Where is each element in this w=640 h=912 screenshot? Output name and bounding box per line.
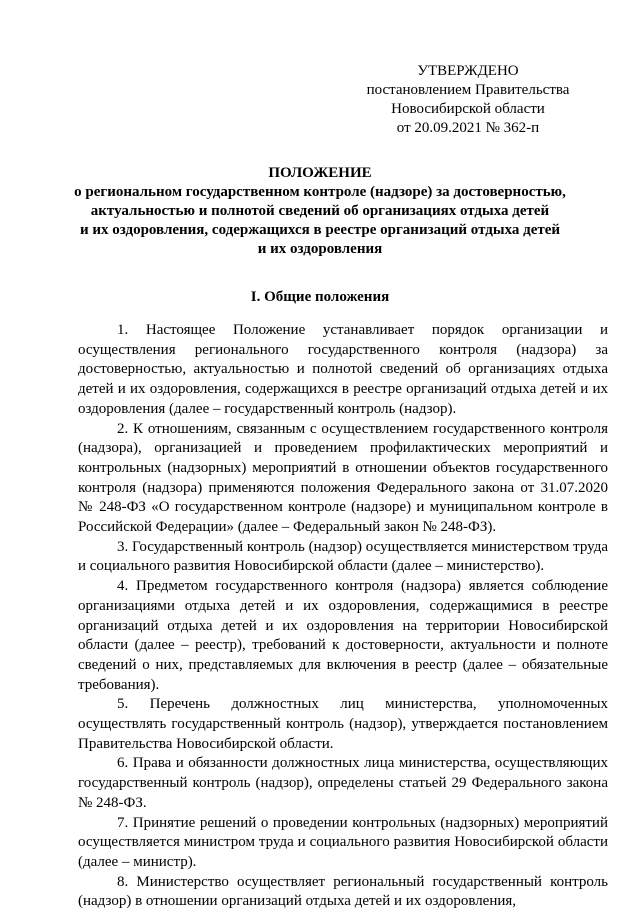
title-line: актуальностью и полнотой сведений об организациях отдыха детей xyxy=(90,203,550,219)
document-title xyxy=(40,164,600,259)
paragraph-6: 6. Права и обязанности должностных лица министерства, осуществляющих государственный контроль (надзор), определены статьей 29 Федерального закона № 248-ФЗ. xyxy=(78,755,608,811)
title-heading: ПОЛОЖЕНИЕ xyxy=(268,165,372,181)
paragraph-5: 5. Перечень должностных лиц министерства, уполномоченных осуществлять государственный контроль (надзор), утверждается постановлением Правительства Новосибирской области. xyxy=(78,696,608,752)
section-heading: I. Общие положения xyxy=(250,289,390,305)
paragraph-3: 3. Государственный контроль (надзор) осуществляется министерством труда и социального развития Новосибирской области (далее – министерство). xyxy=(78,538,608,575)
title-line: и их оздоровления xyxy=(257,241,383,257)
approval-line-region: Новосибирской области xyxy=(391,101,545,117)
paragraph-2: 2. К отношениям, связанным с осуществлением государственного контроля (надзора), организацией и проведением профилактических мероприятий и контрольных (надзорных) мероприятий в отношении объектов государственного контроля (надзора) применяются положения Федерального закона от 31.07.2020 № 248-ФЗ «О государственном контроле (надзоре) и муниципальном контроле в Российской Федерации» (далее – Федеральный закон № 248-ФЗ). xyxy=(78,420,608,536)
title-line: и их оздоровления, содержащихся в реестре организаций отдыха детей xyxy=(79,222,561,238)
approval-stamp xyxy=(330,62,606,138)
paragraph-1: 1. Настоящее Положение устанавливает порядок организации и осуществления регионального государственного контроля (надзора) за достоверностью, актуальностью и полнотой сведений об организациях отдыха детей и их оздоровления, содержащихся в реестре организаций отдыха детей и их оздоровления (далее – государственный контроль (надзор). xyxy=(78,322,608,417)
approval-line-resolution: постановлением Правительства xyxy=(366,82,570,98)
title-line: о региональном государственном контроле (надзоре) за достоверностью, xyxy=(74,184,566,200)
paragraph-8: 8. Министерство осуществляет региональный государственный контроль (надзор) в отношении организаций отдыха детей и их оздоровления, xyxy=(78,873,608,910)
approval-heading: УТВЕРЖДЕНО xyxy=(417,63,519,79)
approval-line-date-number: от 20.09.2021 № 362-п xyxy=(396,120,540,136)
document-body xyxy=(78,321,608,912)
paragraph-4: 4. Предметом государственного контроля (надзора) является соблюдение организациями отдыха детей и их оздоровления, содержащимися в реестре организаций отдыха детей и их оздоровления на территории Новосибирской области (далее – реестр), требований к достоверности, актуальности и полноте сведений о них, представляемых для включения в реестр (далее – обязательные требования). xyxy=(78,578,608,693)
paragraph-7: 7. Принятие решений о проведении контрольных (надзорных) мероприятий осуществляется министром труда и социального развития Новосибирской области (далее – министр). xyxy=(78,814,608,870)
